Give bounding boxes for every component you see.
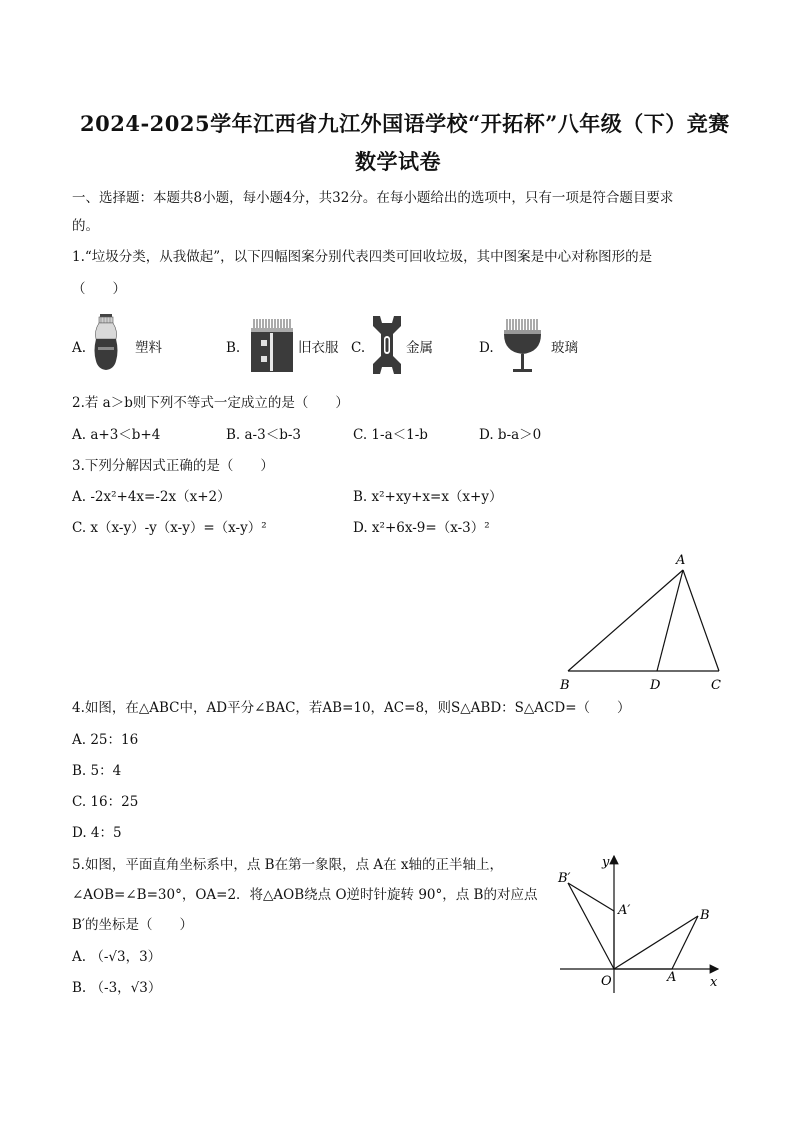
q1-option-d-text: 玻璃	[551, 340, 578, 356]
segment-ad	[657, 570, 683, 671]
label-d: D	[650, 678, 661, 693]
label-a: A	[676, 553, 686, 568]
label-c: C	[711, 678, 721, 693]
q1-option-a-text: 塑料	[135, 340, 162, 356]
q3-option-b: B. x²+xy+x=x（x+y）	[353, 489, 503, 505]
q2-option-d: D. b-a＞0	[479, 427, 542, 443]
q1-option-d-label: D.	[479, 340, 494, 356]
clothes-box-icon	[248, 318, 296, 373]
paper-title-line2: 数学试卷	[355, 149, 441, 174]
section-header-line2: 的。	[72, 218, 99, 234]
q2-stem: 2.若 a＞b则下列不等式一定成立的是（ ）	[72, 395, 349, 411]
q4-option-c: C. 16：25	[72, 794, 139, 810]
label-b: B	[560, 678, 570, 693]
q4-stem: 4.如图，在△ABC中，AD平分∠BAC，若AB=10，AC=8，则S△ABD：S△ACD=（ ）	[72, 700, 631, 716]
q2-option-c: C. 1-a＜1-b	[353, 427, 428, 443]
q5-option-b: B. （-3，√3）	[72, 980, 162, 996]
segment-ac	[683, 570, 719, 671]
paper-title-line1: 2024-2025学年江西省九江外国语学校“开拓杯”八年级（下）竞赛	[80, 111, 730, 136]
label-a: A	[667, 970, 677, 985]
label-o: O	[601, 974, 612, 989]
q2-option-a: A. a+3＜b+4	[72, 427, 161, 443]
q5-option-a: A. （-√3，3）	[72, 949, 162, 965]
label-a-prime: A′	[618, 903, 631, 918]
segment-ab	[568, 570, 683, 671]
label-y: y	[602, 855, 610, 870]
segment-ob-prime	[568, 883, 614, 969]
label-b: B	[700, 908, 710, 923]
q3-option-c: C. x（x-y）-y（x-y）=（x-y）²	[72, 520, 267, 536]
q5-stem-line1: 5.如图，平面直角坐标系中，点 B在第一象限，点 A在 x轴的正半轴上，	[72, 857, 504, 873]
q4-option-a: A. 25：16	[72, 732, 139, 748]
q5-coordinate-figure	[548, 848, 738, 996]
q4-option-d: D. 4：5	[72, 825, 122, 841]
q1-option-a-label: A.	[72, 340, 87, 356]
q5-stem-line2: ∠AOB=∠B=30°，OA=2．将△AOB绕点 O逆时针旋转 90°，点 B的对应点	[72, 887, 538, 903]
q1-option-b-text: 旧衣服	[298, 340, 339, 356]
plastic-bottle-icon	[88, 313, 124, 373]
q3-stem: 3.下列分解因式正确的是（ ）	[72, 458, 274, 474]
label-x: x	[710, 975, 718, 990]
q1-option-c-label: C.	[351, 340, 366, 356]
section-header-line1: 一、选择题：本题共8小题，每小题4分，共32分。在每小题给出的选项中，只有一项是符合题目要求	[72, 190, 674, 206]
q1-stem: 1.“垃圾分类，从我做起”，以下四幅图案分别代表四类可回收垃圾，其中图案是中心对称图形的是	[72, 249, 653, 265]
wine-glass-icon	[502, 318, 544, 374]
q4-option-b: B. 5：4	[72, 763, 122, 779]
q1-option-c-text: 金属	[406, 340, 433, 356]
q5-stem-line3: B′的坐标是（ ）	[72, 917, 193, 933]
q2-option-b: B. a-3＜b-3	[226, 427, 301, 443]
wrench-icon	[370, 314, 404, 376]
q1-option-b-label: B.	[226, 340, 241, 356]
q1-paren: （ ）	[72, 281, 126, 297]
label-b-prime: B′	[558, 871, 571, 886]
q3-option-a: A. -2x²+4x=-2x（x+2）	[72, 489, 231, 505]
q3-option-d: D. x²+6x-9=（x-3）²	[353, 520, 490, 536]
q4-triangle-figure	[548, 548, 738, 696]
